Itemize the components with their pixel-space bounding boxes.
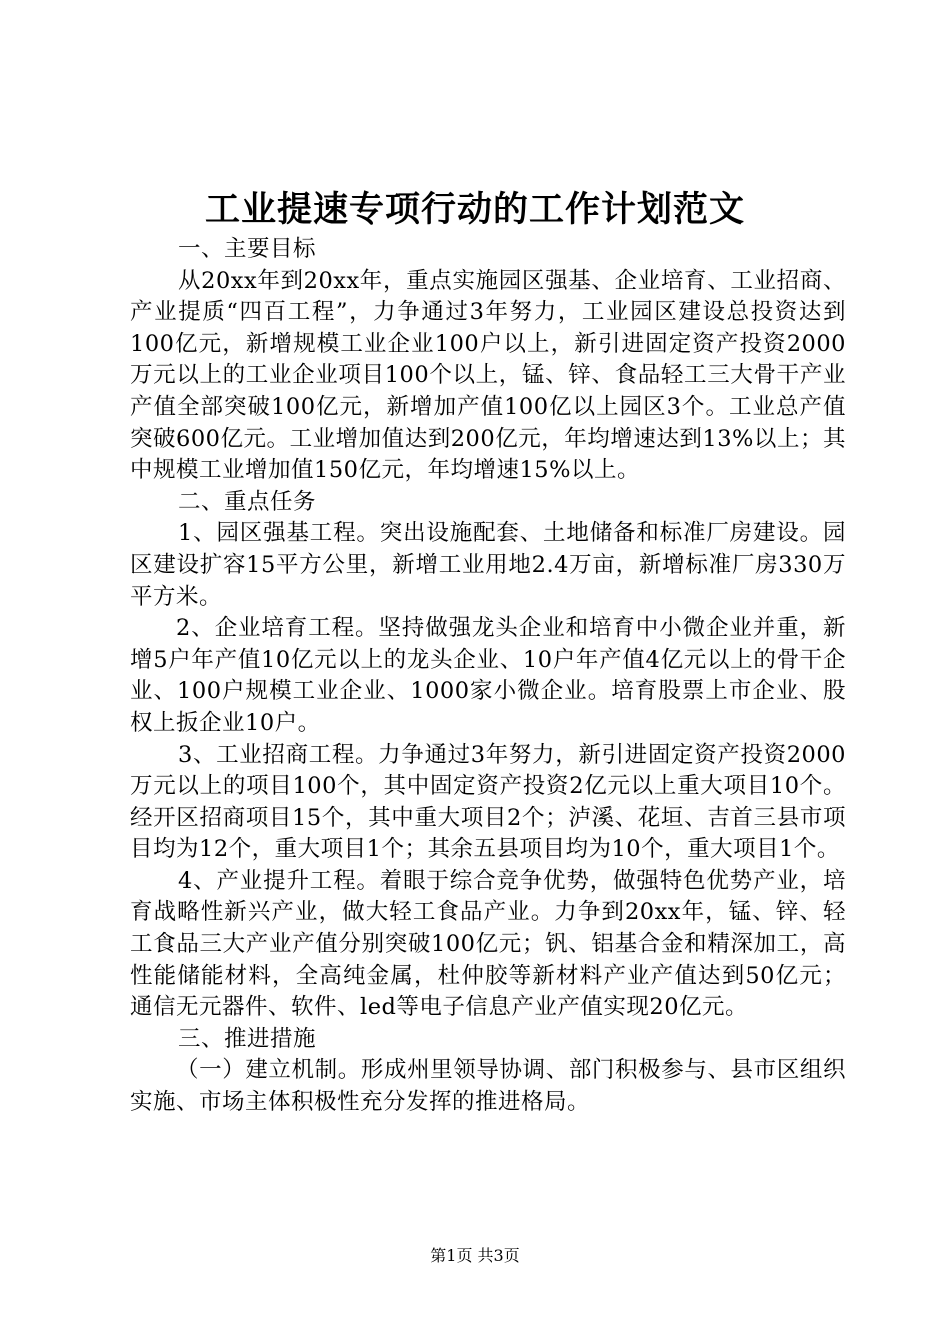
paragraph-measure-1: （一）建立机制。形成州里领导协调、部门积极参与、县市区组织实施、市场主体积极性充分发挥的推进格局。 xyxy=(130,1057,846,1116)
paragraph-task-1: 1、园区强基工程。突出设施配套、土地储备和标准厂房建设。园区建设扩容15平方公里，新增工业用地2.4万亩，新增标准厂房330万平方米。 xyxy=(130,520,846,610)
paragraph-task-3: 3、工业招商工程。力争通过3年努力，新引进固定资产投资2000万元以上的项目100个，其中固定资产投资2亿元以上重大项目10个。经开区招商项目15个，其中重大项目2个；泸溪、花垣、吉首三县市项目均为12个，重大项目1个；其余五县项目均为10个，重大项目1个。 xyxy=(130,741,846,863)
section-heading-key-tasks: 二、重点任务 xyxy=(178,488,317,515)
section-heading-measures: 三、推进措施 xyxy=(178,1025,317,1052)
paragraph-task-4: 4、产业提升工程。着眼于综合竞争优势，做强特色优势产业，培育战略性新兴产业，做大轻工食品产业。力争到20xx年，锰、锌、轻工食品三大产业产值分别突破100亿元；钒、铝基合金和精深加工，高性能储能材料，全高纯金属，杜仲胶等新材料产业产值达到50亿元；通信无元器件、软件、led等电子信息产业产值实现20亿元。 xyxy=(130,867,846,1021)
paragraph-task-2: 2、企业培育工程。坚持做强龙头企业和培育中小微企业并重，新增5户年产值10亿元以上的龙头企业、10户年产值4亿元以上的骨干企业、100户规模工业企业、1000家小微企业。培育股票上市企业、股权上扳企业10户。 xyxy=(130,615,846,736)
document-body xyxy=(130,234,846,1119)
paragraph-main-goals: 从20xx年到20xx年，重点实施园区强基、企业培育、工业招商、产业提质“四百工程”，力争通过3年努力，工业园区建设总投资达到100亿元，新增规模工业企业100户以上，新引进固定资产投资2000万元以上的工业企业项目100个以上，锰、锌、食品轻工三大骨干产业产值全部突破100亿元，新增加产值100亿以上园区3个。工业总产值突破600亿元。工业增加值达到200亿元，年均增速达到13%以上；其中规模工业增加值150亿元，年均增速15%以上。 xyxy=(130,267,846,484)
document-title: 工业提速专项行动的工作计划范文 xyxy=(204,189,745,230)
page-footer: 第1页 共3页 xyxy=(430,1246,520,1265)
section-heading-main-goals: 一、主要目标 xyxy=(178,236,317,262)
